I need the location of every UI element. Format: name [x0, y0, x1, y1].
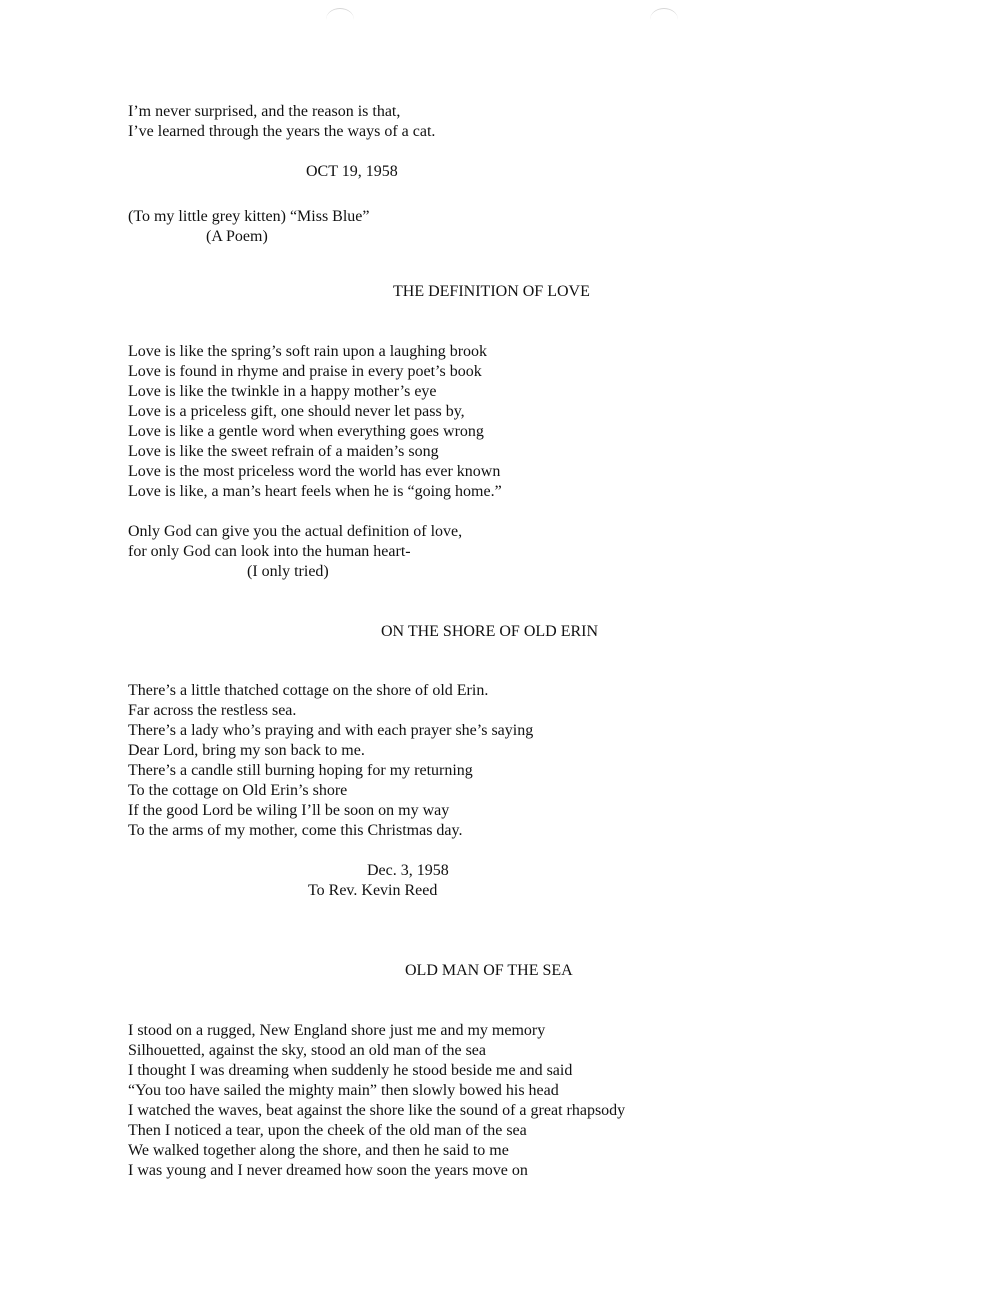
poem1-stanza	[128, 342, 502, 502]
poem-line: If the good Lord be wiling I’ll be soon on my way	[128, 802, 450, 819]
intro-dedication: (To my little grey kitten) “Miss Blue”	[128, 208, 370, 225]
poem-line: To the arms of my mother, come this Christmas day.	[128, 822, 463, 839]
poem-title-definition-of-love: THE DEFINITION OF LOVE	[393, 283, 590, 300]
poem2-date: Dec. 3, 1958	[367, 862, 449, 879]
intro-date: OCT 19, 1958	[306, 163, 398, 180]
poem2-dedication: To Rev. Kevin Reed	[308, 882, 438, 899]
poem-title-shore-of-old-erin: ON THE SHORE OF OLD ERIN	[381, 623, 599, 640]
poem-line: Then I noticed a tear, upon the cheek of the old man of the sea	[128, 1122, 527, 1139]
intro-line-2: I’ve learned through the years the ways of a cat.	[128, 123, 436, 140]
poem1-note: (I only tried)	[247, 563, 329, 580]
intro-kind: (A Poem)	[206, 228, 268, 245]
poem-line: Silhouetted, against the sky, stood an old man of the sea	[128, 1042, 487, 1059]
poem-line: Love is like the sweet refrain of a maiden’s song	[128, 443, 439, 460]
poem-line: I thought I was dreaming when suddenly he stood beside me and said	[128, 1062, 573, 1079]
poem-line: To the cottage on Old Erin’s shore	[128, 782, 348, 799]
poem-line: Love is like a gentle word when everything goes wrong	[128, 423, 484, 440]
poem1-closing	[128, 522, 462, 562]
poem-line: Love is a priceless gift, one should never let pass by,	[128, 403, 465, 420]
poem-line: There’s a lady who’s praying and with each prayer she’s saying	[128, 722, 534, 739]
poem-line: We walked together along the shore, and then he said to me	[128, 1142, 509, 1159]
poem-line: Love is the most priceless word the world has ever known	[128, 463, 501, 480]
punch-hole-mark-left	[326, 8, 354, 31]
poem2-stanza	[128, 681, 533, 841]
poem3-stanza	[128, 1021, 625, 1181]
poem-line: for only God can look into the human heart-	[128, 543, 411, 560]
poem-line: I stood on a rugged, New England shore just me and my memory	[128, 1022, 546, 1039]
poem-line: Dear Lord, bring my son back to me.	[128, 742, 365, 759]
poem-title-old-man-of-the-sea: OLD MAN OF THE SEA	[405, 962, 573, 979]
poem-line: I watched the waves, beat against the shore like the sound of a great rhapsody	[128, 1102, 626, 1119]
intro-line-1: I’m never surprised, and the reason is that,	[128, 103, 401, 120]
poem-line: Love is found in rhyme and praise in every poet’s book	[128, 363, 482, 380]
poem-line: There’s a little thatched cottage on the shore of old Erin.	[128, 682, 489, 699]
poem-line: Love is like the twinkle in a happy mother’s eye	[128, 383, 437, 400]
poem-line: Far across the restless sea.	[128, 702, 297, 719]
poem-line: Only God can give you the actual definition of love,	[128, 523, 463, 540]
poem-line: I was young and I never dreamed how soon the years move on	[128, 1162, 528, 1179]
poem-line: Love is like the spring’s soft rain upon a laughing brook	[128, 343, 488, 360]
poem-line: Love is like, a man’s heart feels when he is “going home.”	[128, 483, 502, 500]
poem-line: “You too have sailed the mighty main” then slowly bowed his head	[128, 1082, 559, 1099]
poem-line: There’s a candle still burning hoping for my returning	[128, 762, 473, 779]
punch-hole-mark-right	[650, 8, 678, 31]
